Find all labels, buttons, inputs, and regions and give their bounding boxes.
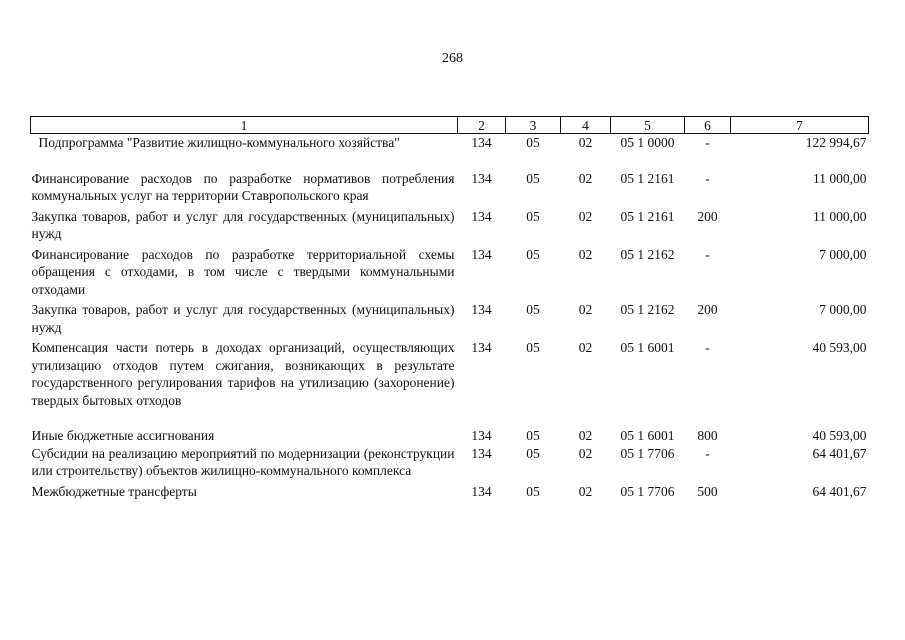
row-amount: 64 401,67 xyxy=(812,483,867,499)
row-col5: 05 1 7706 xyxy=(620,445,675,461)
row-col4: 02 xyxy=(578,302,593,317)
row-col6: - xyxy=(705,170,710,186)
row-col2: 134 xyxy=(471,483,492,499)
row-col2: 134 xyxy=(471,246,492,262)
row-col6: - xyxy=(705,340,710,355)
row-amount: 64 401,67 xyxy=(812,445,867,461)
page-number: 268 xyxy=(442,51,463,66)
row-col3: 05 xyxy=(526,428,540,443)
row-col5: 05 1 2162 xyxy=(620,302,675,317)
row-col2: 134 xyxy=(471,445,492,461)
row-col4: 02 xyxy=(578,135,593,150)
row-col3: 05 xyxy=(526,445,540,461)
row-col2: 134 xyxy=(471,340,492,355)
table-row xyxy=(31,483,869,501)
row-col5: 05 1 2161 xyxy=(620,208,675,224)
row-col2: 134 xyxy=(471,170,492,186)
column-header-3: 3 xyxy=(506,117,561,134)
row-name: Подпрограмма "Развитие жилищно-коммунального хозяйства" xyxy=(38,135,400,150)
row-col2: 134 xyxy=(471,135,492,150)
column-header-1: 1 xyxy=(31,117,458,134)
row-name: Закупка товаров, работ и услуг для государственных (муниципальных) нужд xyxy=(31,302,455,335)
row-col2: 134 xyxy=(471,428,492,443)
row-name: Закупка товаров, работ и услуг для государственных (муниципальных) нужд xyxy=(31,208,455,241)
row-col3: 05 xyxy=(526,302,540,317)
column-header-5: 5 xyxy=(611,117,685,134)
table-row xyxy=(31,445,869,483)
row-col6: 800 xyxy=(697,428,718,443)
row-amount: 7 000,00 xyxy=(819,246,867,262)
row-col5: 05 1 6001 xyxy=(620,428,675,443)
row-col4: 02 xyxy=(578,483,593,499)
row-amount: 122 994,67 xyxy=(805,135,867,150)
table-row xyxy=(31,134,869,170)
row-col4: 02 xyxy=(578,170,593,186)
row-col5: 05 1 0000 xyxy=(620,135,675,150)
budget-table xyxy=(30,116,869,500)
table-row xyxy=(31,301,869,339)
row-col6: - xyxy=(705,246,710,262)
row-name: Финансирование расходов по разработке нормативов потребления коммунальных услуг на территории Ставропольского края xyxy=(31,170,455,203)
row-name: Иные бюджетные ассигнования xyxy=(31,428,215,443)
column-header-7: 7 xyxy=(731,117,869,134)
row-col5: 05 1 7706 xyxy=(620,483,675,499)
row-col4: 02 xyxy=(578,246,593,262)
row-amount: 7 000,00 xyxy=(819,302,867,317)
row-col3: 05 xyxy=(526,246,540,262)
row-col3: 05 xyxy=(526,208,540,224)
row-col4: 02 xyxy=(578,428,593,443)
row-amount: 11 000,00 xyxy=(813,208,867,224)
table-row xyxy=(31,427,869,445)
row-col6: - xyxy=(705,445,710,461)
row-col4: 02 xyxy=(578,445,593,461)
row-amount: 40 593,00 xyxy=(812,428,867,443)
table-row xyxy=(31,170,869,208)
row-name: Межбюджетные трансферты xyxy=(31,483,197,499)
row-col5: 05 1 2162 xyxy=(620,246,675,262)
table-row xyxy=(31,208,869,246)
row-col3: 05 xyxy=(526,170,540,186)
table-row xyxy=(31,246,869,302)
row-col5: 05 1 6001 xyxy=(620,340,675,355)
row-name: Финансирование расходов по разработке территориальной схемы обращения с отходами, в том числе с твердыми коммунальными отходами xyxy=(31,246,455,297)
row-col5: 05 1 2161 xyxy=(620,170,675,186)
row-col2: 134 xyxy=(471,208,492,224)
row-name: Субсидии на реализацию мероприятий по модернизации (реконструкции или строительству) объектов жилищно-коммунального комплекса xyxy=(31,445,455,478)
row-col4: 02 xyxy=(578,340,593,355)
row-col3: 05 xyxy=(526,135,540,150)
row-amount: 40 593,00 xyxy=(812,340,867,355)
row-col6: 200 xyxy=(697,302,718,317)
column-header-4: 4 xyxy=(561,117,611,134)
column-header-6: 6 xyxy=(685,117,731,134)
row-col6: 200 xyxy=(697,208,718,224)
row-name: Компенсация части потерь в доходах организаций, осуществляющих утилизацию отходов путем сжигания, возникающих в результате государственного регулирования тарифов на утилизацию (захоронение) твердых бытовых отходов xyxy=(31,340,455,408)
row-col6: - xyxy=(705,135,710,150)
row-col3: 05 xyxy=(526,483,540,499)
row-col6: 500 xyxy=(697,483,718,499)
row-amount: 11 000,00 xyxy=(813,170,867,186)
row-col2: 134 xyxy=(471,302,492,317)
row-col4: 02 xyxy=(578,208,593,224)
column-header-2: 2 xyxy=(458,117,506,134)
row-col3: 05 xyxy=(526,340,540,355)
table-row xyxy=(31,339,869,427)
table-header-row xyxy=(31,117,869,134)
